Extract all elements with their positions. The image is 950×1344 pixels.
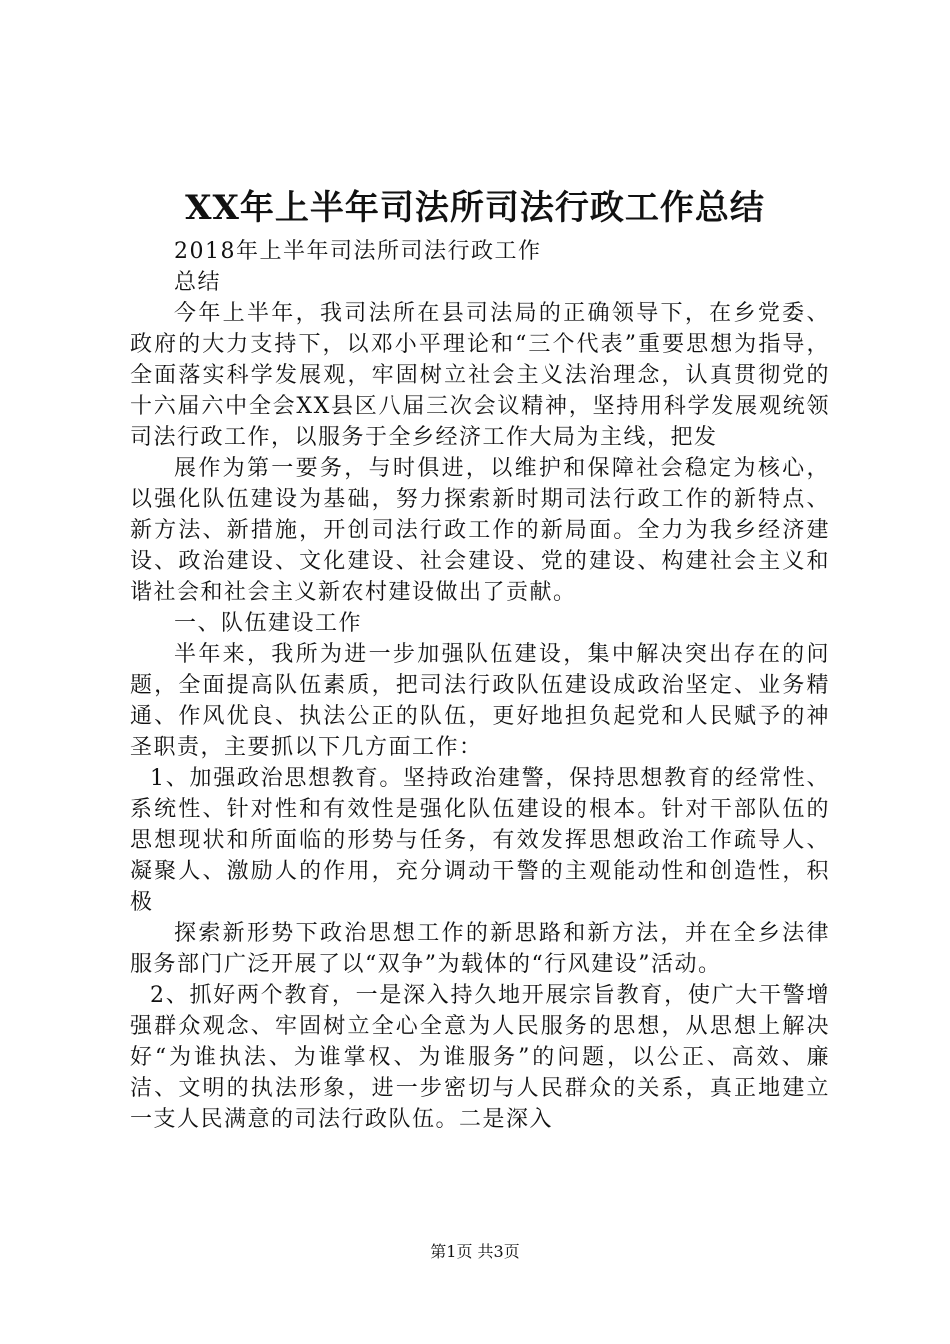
paragraph-2: 展作为第一要务，与时俱进，以维护和保障社会稳定为核心，以强化队伍建设为基础，努力探索新时期司法行政工作的新特点、新方法、新措施，开创司法行政工作的新局面。全力为我乡经济建设、政治建设、文化建设、社会建设、党的建设、构建社会主义和谐社会和社会主义新农村建设做出了贡献。 bbox=[130, 456, 830, 605]
subtitle-line-2: 总结 bbox=[174, 270, 222, 295]
paragraph-5: 探索新形势下政治思想工作的新思路和新方法，并在全乡法律服务部门广泛开展了以“双争”为载体的“行风建设”活动。 bbox=[130, 921, 830, 977]
paragraph-6: 2、抓好两个教育，一是深入持久地开展宗旨教育，使广大干警增强群众观念、牢固树立全心全意为人民服务的思想，从思想上解决好“为谁执法、为谁掌权、为谁服务”的问题，以公正、高效、廉洁、文明的执法形象，进一步密切与人民群众的关系，真正地建立一支人民满意的司法行政队伍。二是深入 bbox=[130, 983, 830, 1132]
page-footer: 第1页 共3页 bbox=[430, 1242, 520, 1261]
subtitle-line-1: 2018年上半年司法所司法行政工作 bbox=[174, 239, 542, 264]
paragraph-1: 今年上半年，我司法所在县司法局的正确领导下，在乡党委、政府的大力支持下，以邓小平理论和“三个代表”重要思想为指导，全面落实科学发展观，牢固树立社会主义法治理念，认真贯彻党的十六届六中全会XX县区八届三次会议精神，坚持用科学发展观统领司法行政工作，以服务于全乡经济工作大局为主线，把发 bbox=[130, 301, 830, 450]
document-title: XX年上半年司法所司法行政工作总结 bbox=[185, 188, 765, 228]
paragraph-3: 半年来，我所为进一步加强队伍建设，集中解决突出存在的问题，全面提高队伍素质，把司法行政队伍建设成政治坚定、业务精通、作风优良、执法公正的队伍，更好地担负起党和人民赋予的神圣职责，主要抓以下几方面工作： bbox=[130, 642, 830, 760]
document-body bbox=[130, 236, 830, 1135]
section-heading-1: 一、队伍建设工作 bbox=[174, 611, 363, 636]
paragraph-4: 1、加强政治思想教育。坚持政治建警，保持思想教育的经常性、系统性、针对性和有效性是强化队伍建设的根本。针对干部队伍的思想现状和所面临的形势与任务，有效发挥思想政治工作疏导人、凝聚人、激励人的作用，充分调动干警的主观能动性和创造性，积极 bbox=[130, 766, 830, 915]
